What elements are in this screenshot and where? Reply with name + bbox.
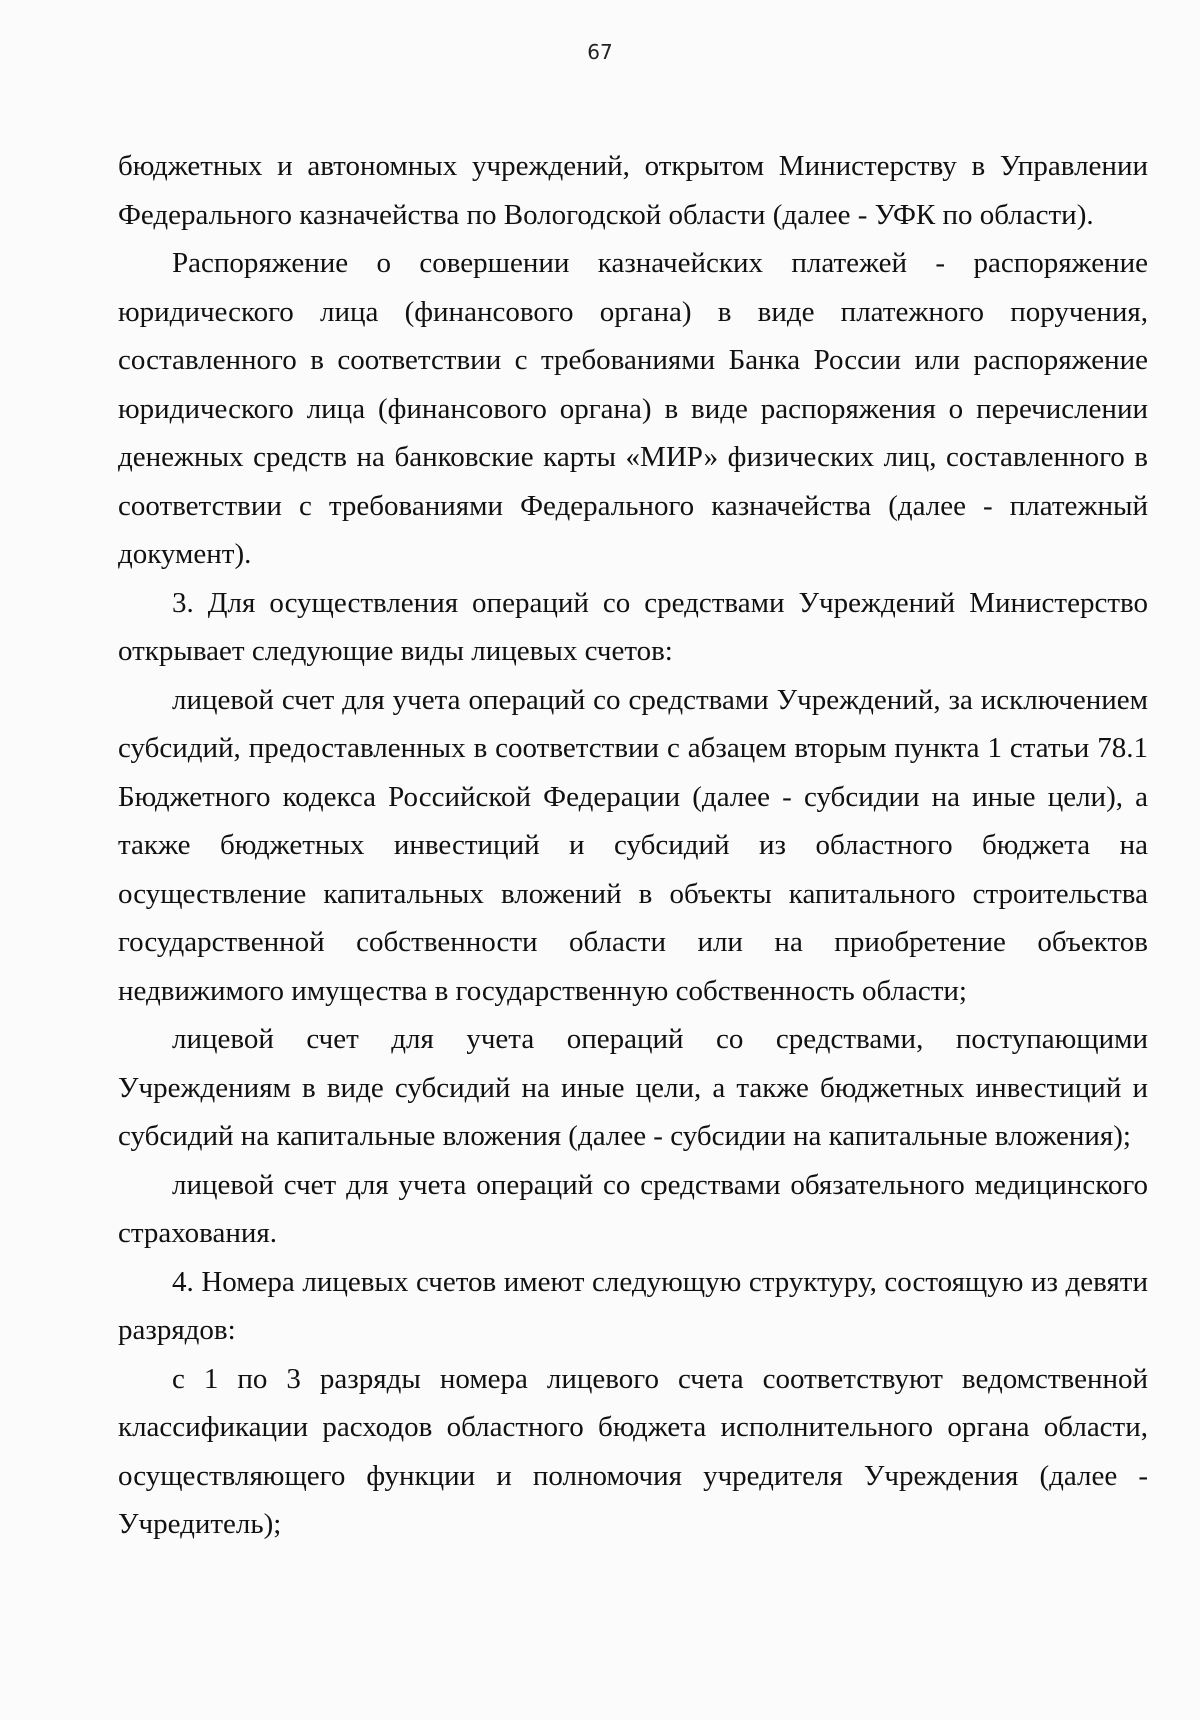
paragraph-6: лицевой счет для учета операций со средствами обязательного медицинского страхования. xyxy=(118,1168,1148,1249)
paragraph-1: бюджетных и автономных учреждений, открытом Министерству в Управлении Федерального казначейства по Вологодской области (далее - УФК по области). xyxy=(118,150,1148,231)
paragraph-8: с 1 по 3 разряды номера лицевого счета соответствуют ведомственной классификации расходов областного бюджета исполнительного органа области, осуществляющего функции и полномочия учредителя Учреждения (далее - Учредитель); xyxy=(118,1362,1148,1540)
page-number: 67 xyxy=(587,40,613,64)
paragraph-4: лицевой счет для учета операций со средствами Учреждений, за исключением субсидий, предоставленных в соответствии с абзацем вторым пункта 1 статьи 78.1 Бюджетного кодекса Российской Федерации (далее - субсидии на иные цели), а также бюджетных инвестиций и субсидий из областного бюджета на осуществление капитальных вложений в объекты капитального строительства государственной собственности области или на приобретение объектов недвижимого имущества в государственную собственность области; xyxy=(118,683,1148,1007)
document-body xyxy=(118,142,1148,1549)
paragraph-2: Распоряжение о совершении казначейских платежей - распоряжение юридического лица (финансового органа) в виде платежного поручения, составленного в соответствии с требованиями Банка России или распоряжение юридического лица (финансового органа) в виде распоряжения о перечислении денежных средств на банковские карты «МИР» физических лиц, составленного в соответствии с требованиями Федерального казначейства (далее - платежный документ). xyxy=(118,247,1148,570)
paragraph-3: 3. Для осуществления операций со средствами Учреждений Министерство открывает следующие виды лицевых счетов: xyxy=(118,586,1148,667)
paragraph-5: лицевой счет для учета операций со средствами, поступающими Учреждениям в виде субсидий на иные цели, а также бюджетных инвестиций и субсидий на капитальные вложения (далее - субсидии на капитальные вложения); xyxy=(118,1023,1148,1152)
paragraph-7: 4. Номера лицевых счетов имеют следующую структуру, состоящую из девяти разрядов: xyxy=(118,1265,1148,1346)
